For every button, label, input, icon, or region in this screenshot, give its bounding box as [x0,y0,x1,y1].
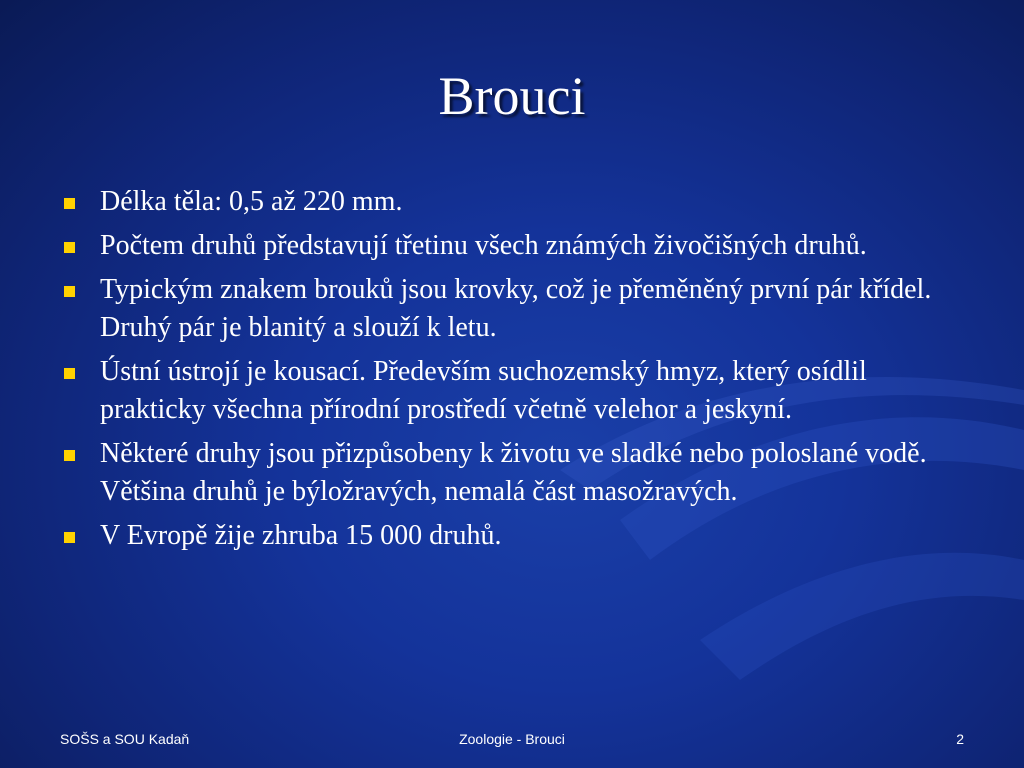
square-bullet-icon [64,368,75,379]
square-bullet-icon [64,286,75,297]
footer-subject: Zoologie - Brouci [459,731,565,747]
square-bullet-icon [64,532,75,543]
bullet-item [62,183,962,221]
square-bullet-icon [64,450,75,461]
bullet-list [62,183,962,561]
square-bullet-icon [64,242,75,253]
footer-school: SOŠS a SOU Kadaň [60,731,190,747]
bullet-text: V Evropě žije zhruba 15 000 druhů. [100,520,502,551]
slide-title: Brouci [438,66,586,126]
bullet-text: Typickým znakem brouků jsou krovky, což je přeměněný první pár křídel. Druhý pár je blanitý a slouží k letu. [100,274,932,343]
bullet-item [62,517,962,555]
bullet-text: Počtem druhů představují třetinu všech známých živočišných druhů. [100,230,867,261]
bullet-text: Délka těla: 0,5 až 220 mm. [100,186,403,217]
bullet-text: Některé druhy jsou přizpůsobeny k životu ve sladké nebo poloslané vodě. Většina druhů je býložravých, nemalá část masožravých. [100,438,927,507]
square-bullet-icon [64,198,75,209]
footer-page-number: 2 [956,731,964,747]
bullet-item [62,227,962,265]
bullet-item [62,271,962,347]
bullet-text: Ústní ústrojí je kousací. Především suchozemský hmyz, který osídlil prakticky všechna přírodní prostředí včetně velehor a jeskyní. [100,356,867,425]
bullet-item [62,353,962,429]
bullet-item [62,435,962,511]
